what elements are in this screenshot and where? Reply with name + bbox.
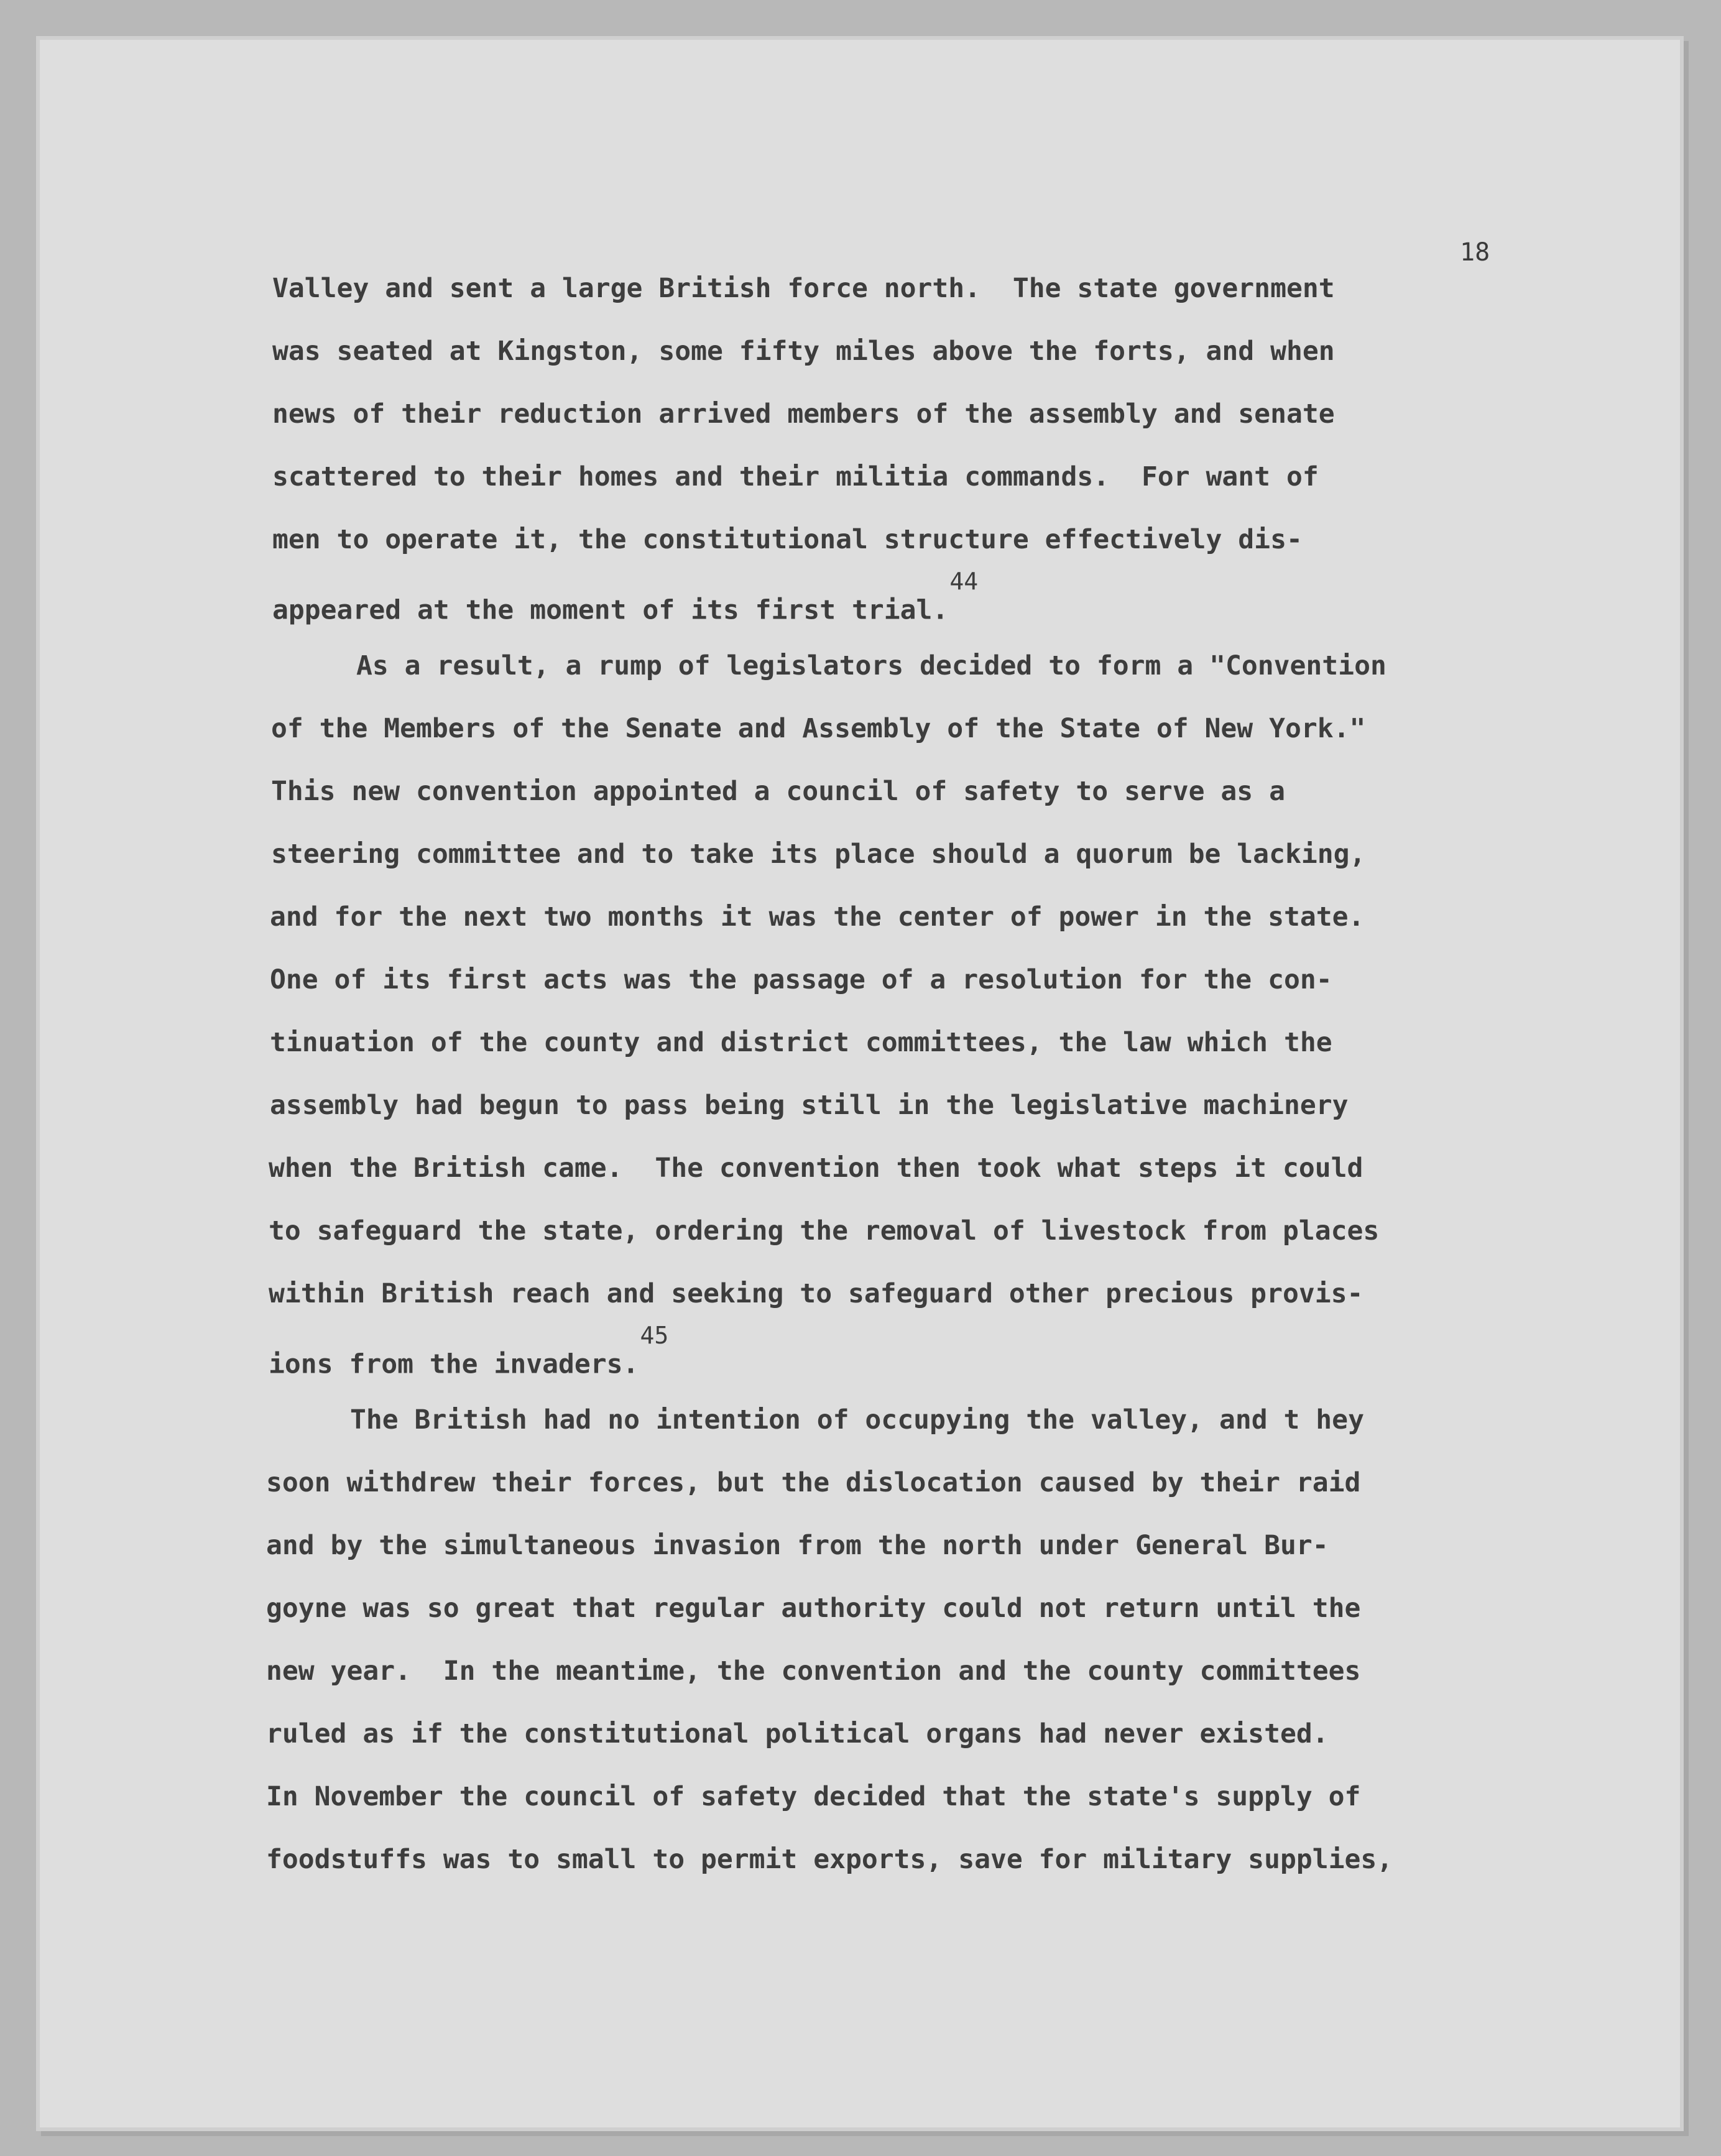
document-page: [36, 36, 1684, 2131]
text-line: foodstuffs was to small to permit exports, save for military supplies,: [266, 1844, 1393, 1875]
text-line-body: ions from the invaders.: [269, 1348, 639, 1380]
text-line: scattered to their homes and their militia commands. For want of: [272, 461, 1319, 492]
text-line: within British reach and seeking to safeguard other precious provis-: [269, 1278, 1363, 1309]
text-line: [269, 1322, 669, 1380]
text-line: goyne was so great that regular authority could not return until the: [266, 1593, 1361, 1624]
text-line: news of their reduction arrived members of the assembly and senate: [272, 398, 1335, 430]
text-line: when the British came. The convention then took what steps it could: [269, 1153, 1363, 1184]
text-line: and for the next two months it was the center of power in the state.: [270, 901, 1365, 933]
text-line: steering committee and to take its place should a quorum be lacking,: [271, 839, 1366, 870]
footnote-marker-45: 45: [640, 1322, 669, 1349]
text-line: Valley and sent a large British force north. The state government: [272, 273, 1335, 304]
text-line: soon withdrew their forces, but the dislocation caused by their raid: [266, 1467, 1361, 1498]
text-line: ruled as if the constitutional political organs had never existed.: [266, 1718, 1329, 1749]
text-line: and by the simultaneous invasion from the north under General Bur-: [266, 1530, 1329, 1561]
text-line: men to operate it, the constitutional structure effectively dis-: [272, 524, 1303, 555]
page-number: 18: [1460, 238, 1490, 267]
text-line: assembly had begun to pass being still in the legislative machinery: [270, 1090, 1349, 1121]
text-line: This new convention appointed a council of safety to serve as a: [271, 776, 1285, 807]
text-line: [272, 568, 979, 626]
text-line: new year. In the meantime, the convention and the county committees: [266, 1656, 1361, 1687]
text-line: tinuation of the county and district committees, the law which the: [270, 1027, 1332, 1058]
footnote-marker-44: 44: [949, 568, 979, 595]
text-line-body: appeared at the moment of its first trial.: [272, 594, 949, 626]
text-line: to safeguard the state, ordering the removal of livestock from places: [269, 1215, 1380, 1246]
paragraph-first-line: The British had no intention of occupying the valley, and t hey: [350, 1404, 1364, 1435]
text-line: of the Members of the Senate and Assembly of the State of New York.": [271, 713, 1366, 744]
text-line: was seated at Kingston, some fifty miles above the forts, and when: [272, 336, 1335, 367]
text-line: One of its first acts was the passage of a resolution for the con-: [270, 964, 1332, 995]
text-line: In November the council of safety decided that the state's supply of: [266, 1781, 1361, 1812]
paragraph-first-line: As a result, a rump of legislators decided to form a "Convention: [356, 650, 1386, 681]
